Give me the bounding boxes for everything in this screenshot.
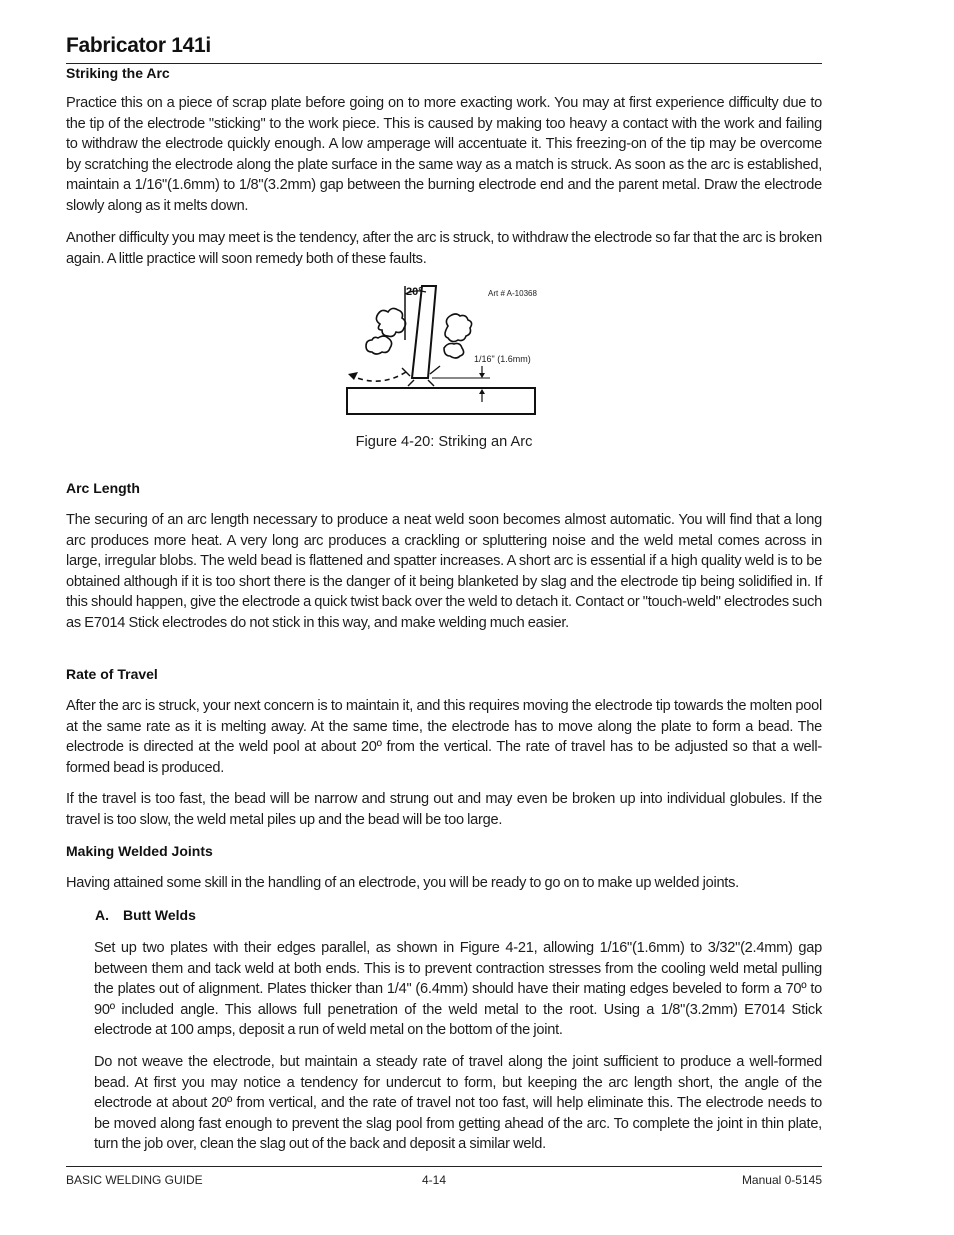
- spark-stroke: [430, 366, 440, 374]
- footer-manual-number: Manual 0-5145: [741, 1173, 822, 1187]
- heading-making-welded-joints: Making Welded Joints: [66, 843, 213, 859]
- subheading-butt-welds: [95, 907, 196, 923]
- trajectory-arrowhead: [348, 372, 358, 380]
- angle-label: 20°: [406, 286, 423, 298]
- heading-rate-of-travel: Rate of Travel: [66, 666, 158, 682]
- paragraph-striking-1: Practice this on a piece of scrap plate before going on to more exacting work. You may at first experience difficulty due to the tip of the electrode "sticking" to the work piece. This is caused by making too heavy a contact with the work and failing to withdraw the electrode quickly enough. A low amperage will accentuate it. This freezing-on of the tip may be overcome by scratching the electrode along the plate surface in the same way as a match is struck. As soon as the arc is established, maintain a 1/16"(1.6mm) to 1/8"(3.2mm) gap between the burning electrode end and the parent metal. Draw the electrode slowly along as it melts down.: [66, 95, 822, 214]
- footer-page-number: 4-14: [422, 1173, 447, 1187]
- spatter-trajectory: [352, 372, 406, 381]
- header-rule: [66, 63, 822, 64]
- gap-label: 1/16" (1.6mm): [474, 354, 531, 364]
- gap-arrowhead-bottom: [479, 389, 485, 394]
- base-plate: [347, 388, 535, 414]
- heading-arc-length: Arc Length: [66, 480, 140, 496]
- heading-striking-the-arc: Striking the Arc: [66, 65, 170, 81]
- spark-stroke: [408, 380, 414, 386]
- paragraph-butt-welds-1: Set up two plates with their edges parallel, as shown in Figure 4-21, allowing 1/16"(1.6mm) to 3/32"(2.4mm) gap between them and tack weld at both ends. This is to prevent contraction stresses from the cooling weld metal pulling the plates out of alignment. Plates thicker than 1/4" (6.4mm) should have their mating edges beveled to form a 70º to 90º included angle. This allows full penetration of the weld metal to the root. Using a 1/8"(3.2mm) E7014 Stick electrode at 100 amps, deposit a run of weld metal on the bottom of the joint.: [94, 940, 822, 1039]
- paragraph-rate-of-travel-2: If the travel is too fast, the bead will be narrow and strung out and may even be broken up into individual globules. If the travel is too slow, the weld metal piles up and the bead will be too large.: [66, 791, 822, 828]
- spark-stroke: [428, 380, 434, 386]
- art-number-label: Art # A-10368: [488, 289, 537, 298]
- paragraph-rate-of-travel-1: After the arc is struck, your next concern is to maintain it, and this requires moving the electrode tip towards the molten pool at the same rate as it is melting away. At the same time, the electrode has to move along the plate to form a bead. The electrode is directed at the weld pool at about 20º from the vertical. The rate of travel has to be adjusted so that a well-formed bead is produced.: [66, 698, 822, 776]
- left-spatter-cloud-lower: [366, 336, 392, 354]
- page-title: Fabricator 141i: [66, 34, 211, 57]
- paragraph-arc-length: The securing of an arc length necessary to produce a neat weld soon becomes almost automatic. You will find that a long arc produces more heat. A very long arc produces a crackling or spluttering noise and the weld metal comes across in large, irregular blobs. The weld bead is flattened and spatter increases. A short arc is essential if a high quality weld is to be obtained although if it is too short there is the danger of it being blanketed by slag and the electrode tip being solidified in. If this should happen, give the electrode a quick twist back over the weld to detach it. Contact or "touch-weld" electrodes such as E7014 Stick electrodes do not stick in this way, and make welding much easier.: [66, 512, 822, 631]
- paragraph-striking-2: Another difficulty you may meet is the tendency, after the arc is struck, to withdraw the electrode so far that the arc is broken again. A little practice will soon remedy both of these faults.: [66, 230, 822, 267]
- right-spatter-cloud-lower: [444, 344, 464, 359]
- figure-caption: Figure 4-20: Striking an Arc: [355, 434, 533, 450]
- subheading-text: Butt Welds: [123, 907, 196, 923]
- subheading-letter: A.: [95, 907, 109, 923]
- figure-striking-an-arc: [340, 280, 550, 420]
- electrode: [412, 286, 436, 378]
- striking-arc-illustration: [340, 280, 550, 420]
- right-spatter-cloud: [445, 314, 472, 342]
- footer-guide-title: BASIC WELDING GUIDE: [66, 1173, 203, 1187]
- gap-arrowhead-top: [479, 373, 485, 378]
- left-spatter-cloud: [376, 308, 405, 336]
- footer-rule: [66, 1166, 822, 1167]
- paragraph-butt-welds-2: Do not weave the electrode, but maintain a steady rate of travel along the joint sufficient to produce a well-formed bead. At first you may notice a tendency for undercut to form, but keeping the arc length short, the angle of the electrode at about 20º from vertical, and the rate of travel not too fast, will help eliminate this. The electrode needs to be moved along fast enough to prevent the slag pool from getting ahead of the arc. To complete the joint in thin plate, turn the job over, clean the slag out of the back and deposit a similar weld.: [94, 1054, 822, 1153]
- paragraph-making-welded-joints: Having attained some skill in the handling of an electrode, you will be ready to go on to make up welded joints.: [66, 875, 739, 891]
